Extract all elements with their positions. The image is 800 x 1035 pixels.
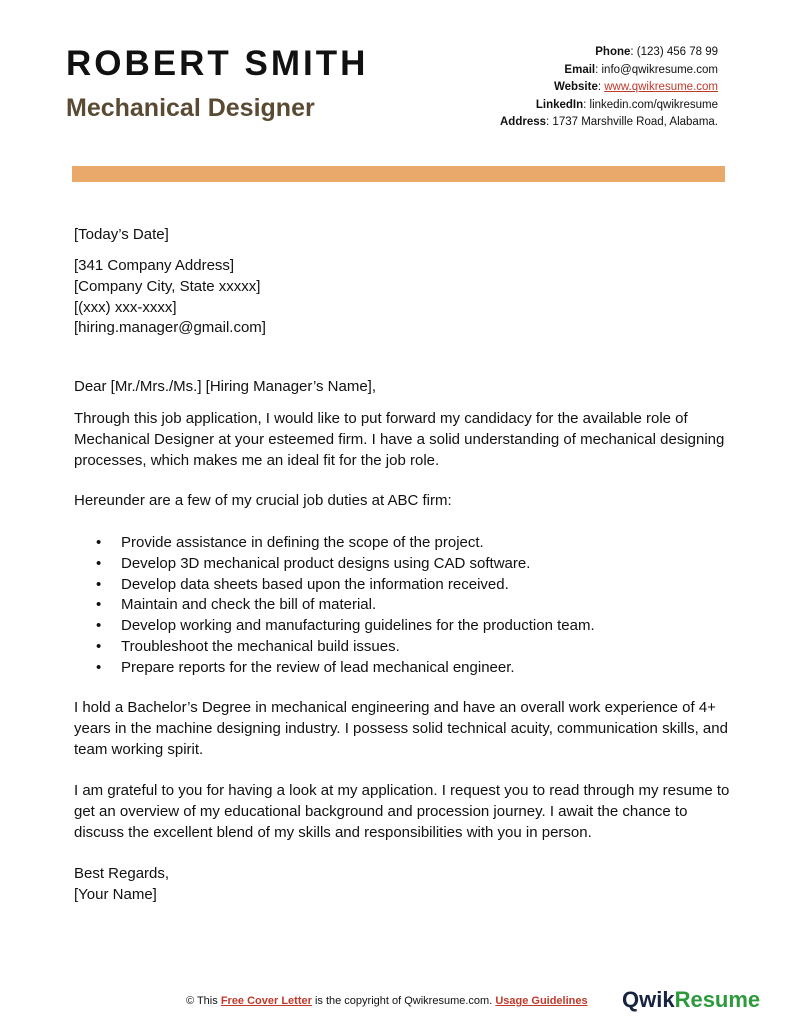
duty-text: Maintain and check the bill of material.	[121, 596, 377, 614]
signature: [Your Name]	[74, 886, 157, 903]
closing-paragraph: I am grateful to you for having a look at my application. I request you to read through my resume to get an overview of my educational background and procession journey. I await the chance to discuss the excellent blend of my skills and responsibilities with you in person.	[74, 782, 730, 841]
contact-website	[500, 79, 718, 97]
list-item	[74, 616, 734, 637]
linkedin-value: : linkedin.com/qwikresume	[583, 98, 718, 111]
contact-block	[500, 44, 718, 132]
duty-text: Troubleshoot the mechanical build issues.	[121, 637, 400, 655]
duties-intro: Hereunder are a few of my crucial job duties at ABC firm:	[74, 492, 452, 509]
email-label: Email	[564, 63, 596, 76]
address-line: [341 Company Address]	[74, 257, 235, 274]
list-item	[74, 658, 734, 679]
footer-copyright	[186, 995, 588, 1007]
bullet-icon: •	[96, 575, 102, 593]
logo-resume: Resume	[674, 987, 761, 1012]
duties-list	[74, 533, 734, 679]
bullet-icon: •	[96, 617, 102, 635]
usage-guidelines-link[interactable]: Usage Guidelines	[495, 995, 588, 1007]
education-paragraph: I hold a Bachelor’s Degree in mechanical engineering and have an overall work experience of 4+ years in the machine designing industry. I possess solid technical acuity, communication skills, and team working spirit.	[74, 699, 728, 758]
bullet-icon: •	[96, 637, 102, 655]
address-line: [(xxx) xxx-xxxx]	[74, 298, 177, 316]
signoff: Best Regards,	[74, 865, 170, 882]
duty-text: Prepare reports for the review of lead mechanical engineer.	[121, 658, 515, 676]
applicant-name: ROBERT SMITH	[66, 44, 369, 83]
duty-text: Develop data sheets based upon the information received.	[121, 575, 509, 593]
website-link[interactable]: www.qwikresume.com	[604, 81, 718, 94]
list-item	[74, 554, 734, 575]
job-title: Mechanical Designer	[66, 94, 315, 122]
contact-linkedin	[500, 97, 718, 115]
website-separator: :	[597, 81, 605, 94]
list-item	[74, 595, 734, 616]
letter-date: [Today’s Date]	[74, 226, 169, 243]
duty-text: Develop 3D mechanical product designs using CAD software.	[121, 554, 531, 572]
email-value: : info@qwikresume.com	[595, 63, 718, 76]
intro-paragraph: Through this job application, I would like to put forward my candidacy for the available role of Mechanical Designer at your esteemed firm. I have a solid understanding of mechanical designing processes, which makes me an ideal fit for the job role.	[74, 410, 725, 469]
list-item	[74, 575, 734, 596]
list-item	[74, 637, 734, 658]
bullet-icon: •	[96, 596, 102, 614]
duty-text: Develop working and manufacturing guidelines for the production team.	[121, 617, 595, 635]
salutation: Dear [Mr./Mrs./Ms.] [Hiring Manager’s Name],	[74, 378, 377, 395]
footer-middle: is the copyright of Qwikresume.com.	[311, 995, 496, 1007]
address-line: [Company City, State xxxxx]	[74, 277, 261, 295]
linkedin-label: LinkedIn	[535, 98, 584, 111]
bullet-icon: •	[96, 554, 102, 572]
phone-value: : (123) 456 78 99	[630, 46, 718, 58]
qwikresume-logo	[622, 987, 760, 1013]
address-value: : 1737 Marshville Road, Alabama.	[546, 116, 718, 129]
contact-email	[500, 62, 718, 80]
phone-label: Phone	[595, 46, 631, 58]
bullet-icon: •	[96, 658, 102, 676]
address-label: Address	[500, 116, 547, 129]
bullet-icon: •	[96, 534, 102, 551]
free-cover-letter-link[interactable]: Free Cover Letter	[220, 995, 312, 1007]
contact-phone	[500, 44, 718, 62]
address-line: [hiring.manager@gmail.com]	[74, 319, 266, 337]
recipient-address	[74, 256, 734, 339]
duty-text: Provide assistance in defining the scope of the project.	[121, 534, 484, 551]
accent-divider	[72, 166, 725, 182]
logo-qwik: Qwik	[622, 987, 675, 1012]
list-item	[74, 533, 734, 554]
contact-address	[500, 114, 718, 132]
footer-prefix: © This	[186, 995, 221, 1007]
website-label: Website	[553, 81, 598, 94]
